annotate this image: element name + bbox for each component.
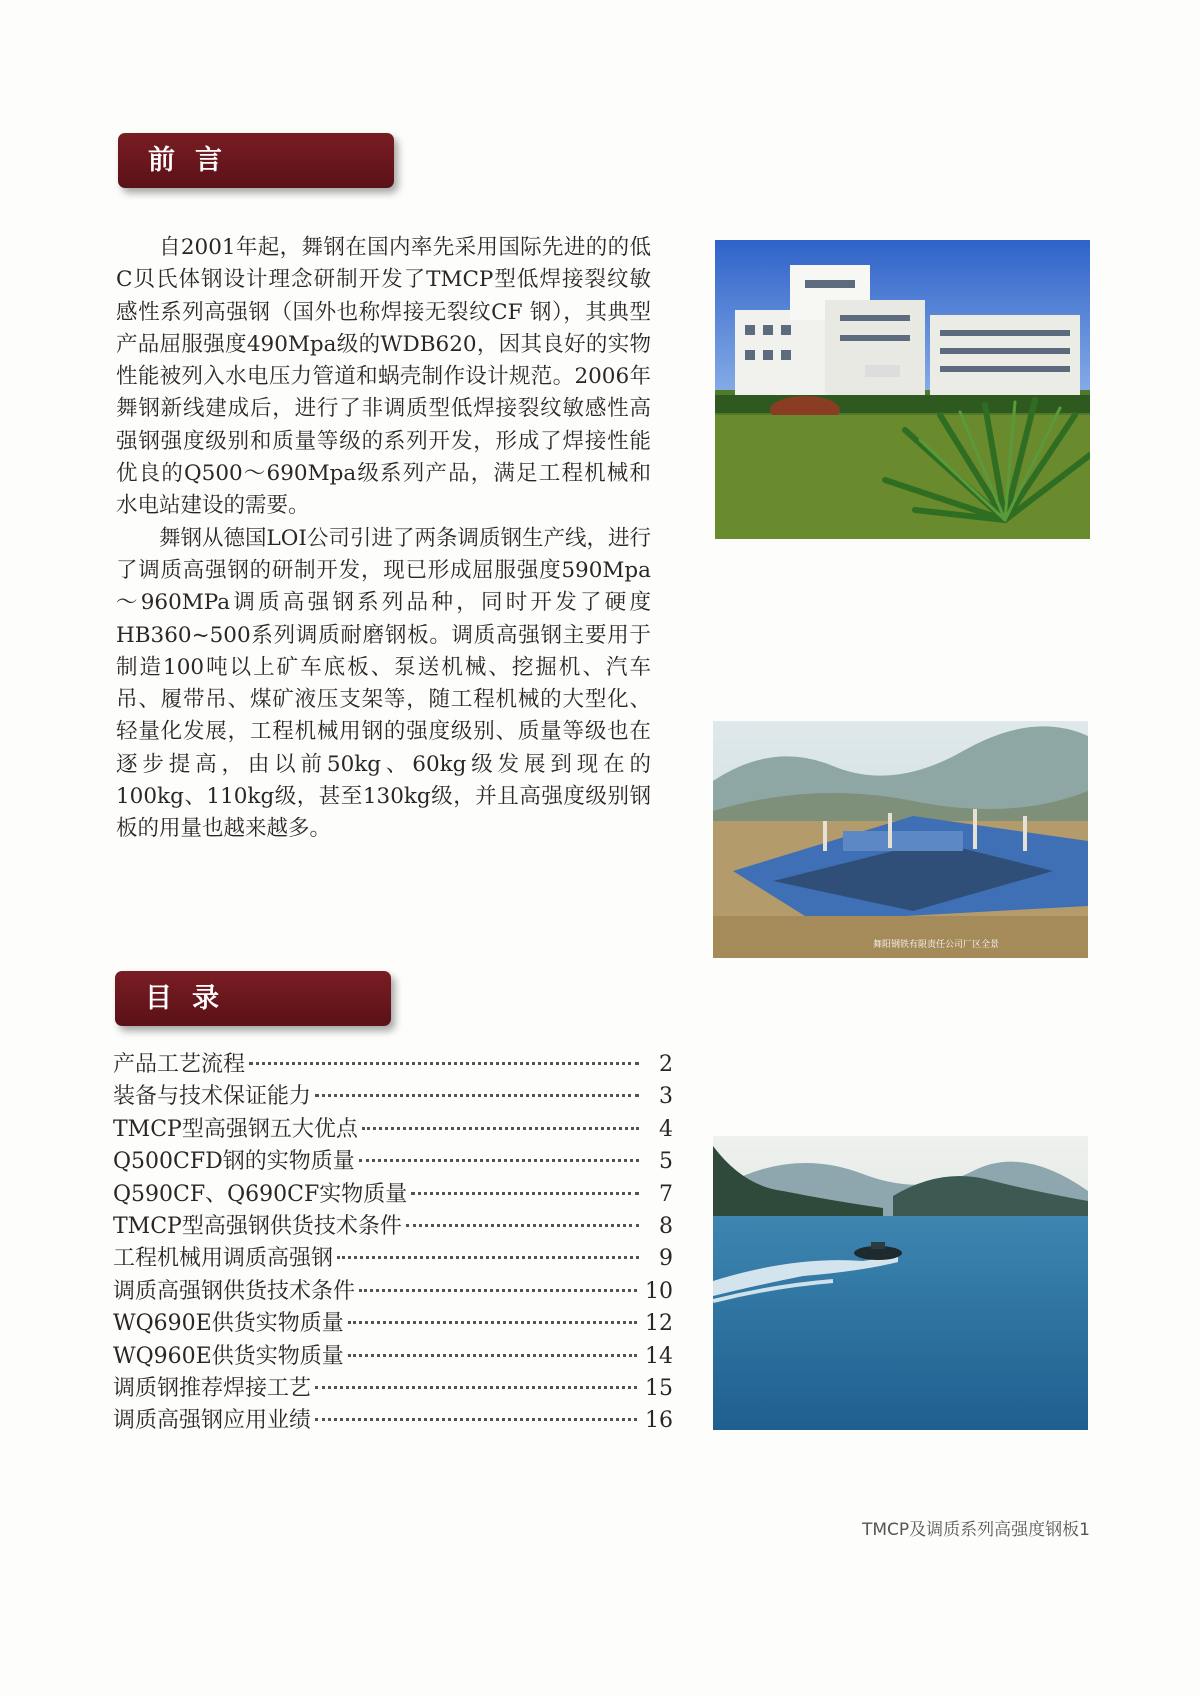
preface-paragraph-2: 舞钢从德国LOI公司引进了两条调质钢生产线，进行了调质高强钢的研制开发，现已形成屈服强度590Mpa～960MPa调质高强钢系列品种，同时开发了硬度HB360~500系列调质耐磨钢板。调质高强钢主要用于制造100吨以上矿车底板、泵送机械、挖掘机、汽车吊、履带吊、煤矿液压支架等，随工程机械的大型化、轻量化发展，工程机械用钢的强度级别、质量等级也在逐步提高，由以前50kg、60kg级发展到现在的100kg、110kg级，甚至130kg级，并且高强度级别钢板的用量也越来越多。 — [116, 525, 651, 842]
toc-leader — [359, 1159, 639, 1162]
toc-entry-title: Q590CF、Q690CF实物质量 — [113, 1181, 408, 1207]
toc-leader — [348, 1354, 637, 1357]
toc-entry[interactable] — [113, 1144, 673, 1176]
toc-leader — [406, 1224, 639, 1227]
toc-entry-title: Q500CFD钢的实物质量 — [113, 1149, 355, 1175]
toc-entry-title: WQ690E供货实物质量 — [113, 1311, 344, 1337]
toc-page-number: 10 — [645, 1278, 673, 1304]
toc-page-number: 16 — [645, 1408, 673, 1434]
toc-entry[interactable] — [113, 1112, 673, 1144]
toc-page-number: 12 — [645, 1311, 673, 1337]
toc-entry-title: 调质钢推荐焊接工艺 — [113, 1375, 312, 1401]
preface-paragraph-1: 自2001年起，舞钢在国内率先采用国际先进的的低C贝氏体钢设计理念研制开发了TMCP型低焊接裂纹敏感性系列高强钢（国外也称焊接无裂纹CF 钢），其典型产品屈服强度490Mpa级的WDB620，因其良好的实物性能被列入水电压力管道和蜗壳制作设计规范。2006年舞钢新线建成后，进行了非调质型低焊接裂纹敏感性高强钢强度级别和质量等级的系列开发，形成了焊接性能优良的Q500～690Mpa级系列产品，满足工程机械和水电站建设的需要。 — [116, 235, 651, 519]
toc-entry-title: 装备与技术保证能力 — [113, 1084, 312, 1110]
contents-heading: 目录 — [115, 971, 391, 1026]
toc-entry[interactable] — [113, 1403, 673, 1435]
toc-entry[interactable] — [113, 1274, 673, 1306]
plant-panorama-photo — [713, 721, 1088, 958]
toc-page-number: 7 — [659, 1181, 673, 1207]
toc-page-number: 9 — [659, 1246, 673, 1272]
toc-leader — [411, 1192, 639, 1195]
office-building-photo — [715, 240, 1090, 539]
toc-page-number: 14 — [645, 1343, 673, 1369]
toc-entry-title: WQ960E供货实物质量 — [113, 1343, 344, 1369]
toc-leader — [362, 1127, 639, 1130]
plant-photo-caption: 舞阳钢铁有限责任公司厂区全景 — [873, 940, 1000, 950]
toc-entry[interactable] — [113, 1079, 673, 1111]
toc-leader — [337, 1256, 639, 1259]
toc-entry[interactable] — [113, 1241, 673, 1273]
toc-entry[interactable] — [113, 1371, 673, 1403]
toc-leader — [348, 1321, 637, 1324]
toc-entry-title: 产品工艺流程 — [113, 1052, 246, 1077]
toc-entry[interactable] — [113, 1339, 673, 1371]
toc-page-number: 2 — [659, 1052, 673, 1077]
toc-entry[interactable] — [113, 1177, 673, 1209]
toc-entry-title: TMCP型高强钢供货技术条件 — [113, 1213, 402, 1239]
page-footer: TMCP及调质系列高强度钢板1 — [862, 1520, 1090, 1540]
toc-page-number: 15 — [645, 1375, 673, 1401]
table-of-contents — [113, 1047, 673, 1436]
toc-entry[interactable] — [113, 1306, 673, 1338]
toc-leader — [315, 1386, 637, 1389]
toc-entry-title: TMCP型高强钢五大优点 — [113, 1116, 358, 1142]
toc-leader — [315, 1418, 637, 1421]
toc-entry-title: 工程机械用调质高强钢 — [113, 1246, 334, 1272]
preface-body — [116, 232, 651, 846]
toc-page-number: 5 — [659, 1149, 673, 1175]
lake-speedboat-photo — [713, 1136, 1088, 1430]
toc-page-number: 3 — [659, 1084, 673, 1110]
toc-entry-title: 调质高强钢供货技术条件 — [113, 1278, 356, 1304]
toc-leader — [359, 1289, 637, 1292]
toc-leader — [315, 1094, 639, 1097]
toc-entry-title: 调质高强钢应用业绩 — [113, 1408, 312, 1434]
toc-entry[interactable] — [113, 1209, 673, 1241]
toc-entry[interactable] — [113, 1047, 673, 1079]
toc-page-number: 8 — [659, 1213, 673, 1239]
toc-leader — [249, 1062, 639, 1065]
toc-page-number: 4 — [659, 1116, 673, 1142]
preface-heading: 前言 — [118, 133, 394, 188]
